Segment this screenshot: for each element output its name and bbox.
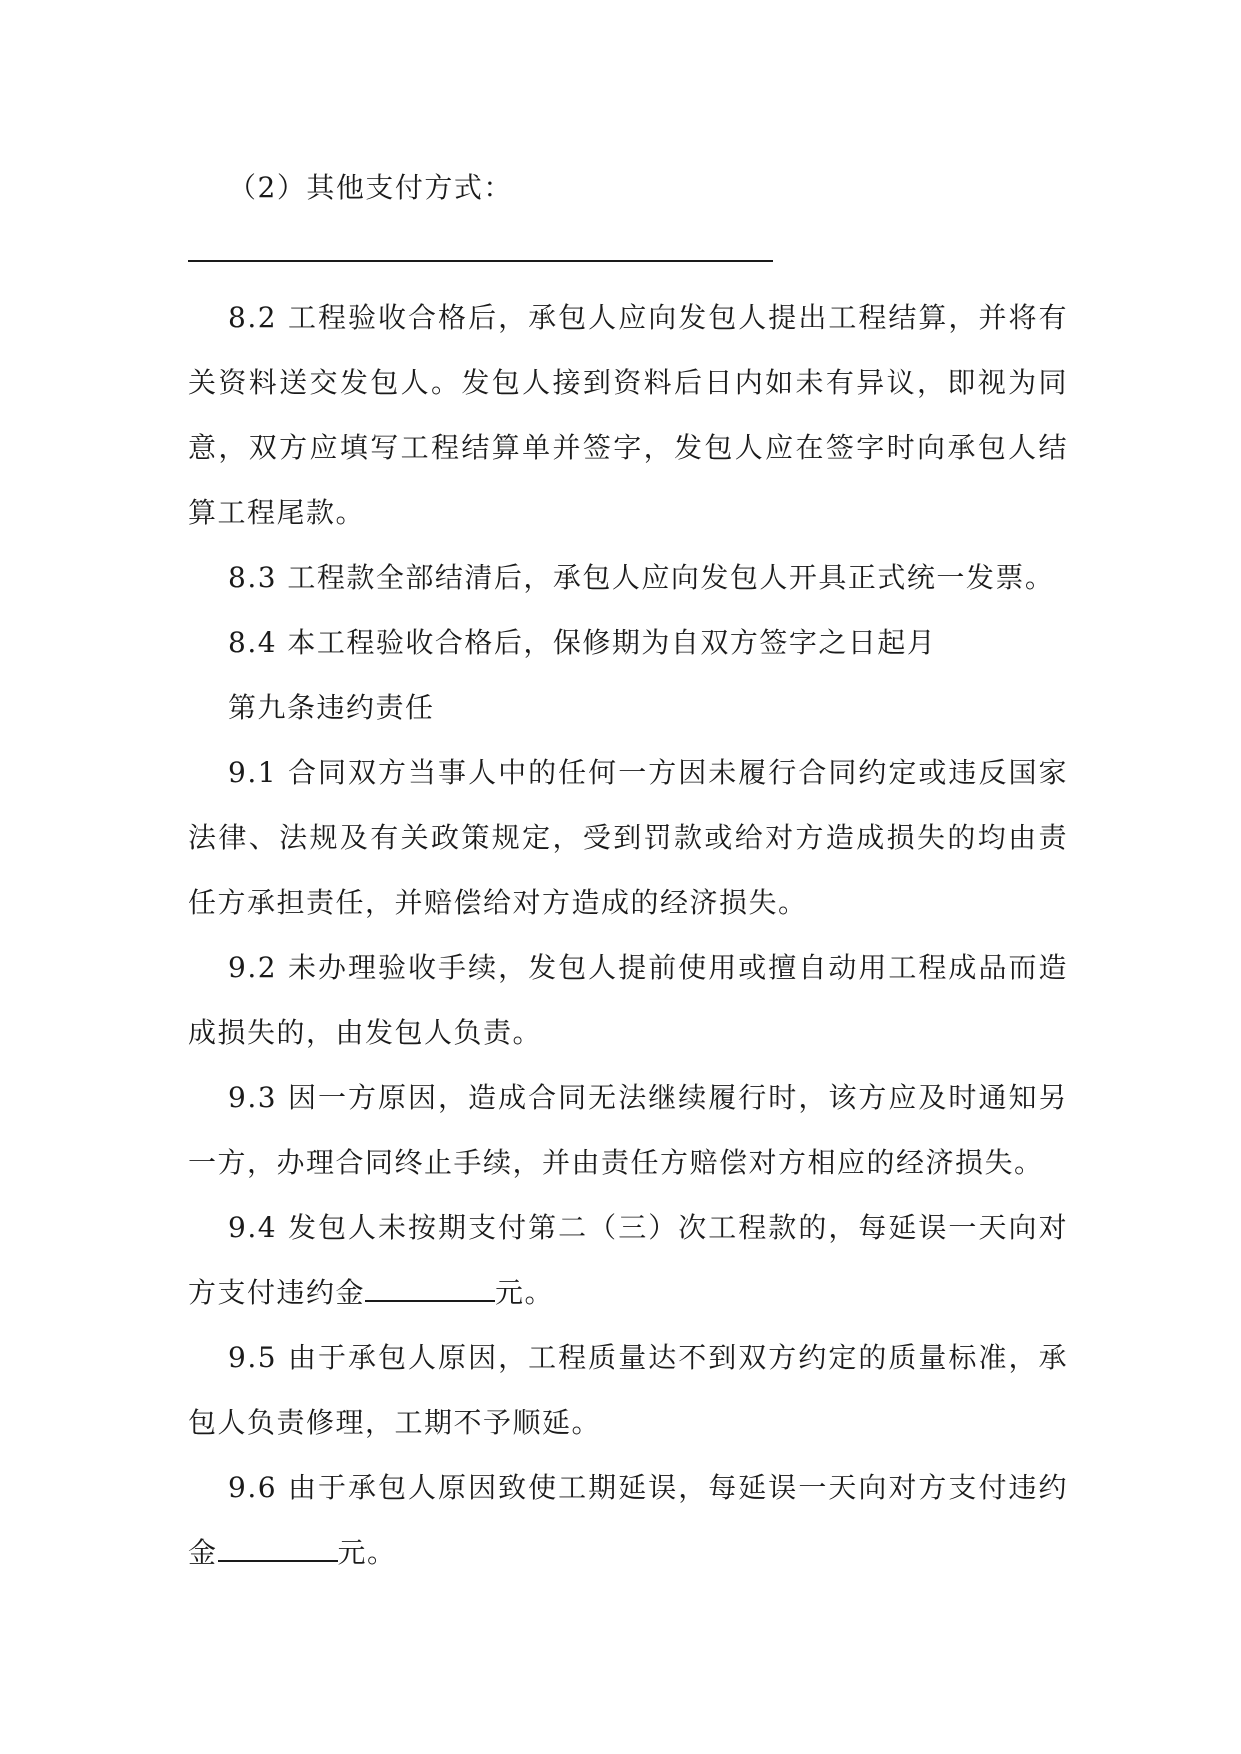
clause-9-5: 9.5 由于承包人原因，工程质量达不到双方约定的质量标准，承包人负责修理，工期不予顺延。 xyxy=(188,1341,1068,1439)
clause-9-6-text: 9.6 由于承包人原因致使工期延误，每延误一天向对方支付违约金 xyxy=(188,1471,1068,1569)
clause-8-2: 8.2 工程验收合格后，承包人应向发包人提出工程结算，并将有关资料送交发包人。发包人接到资料后日内如未有异议，即视为同意，双方应填写工程结算单并签字，发包人应在签字时向承包人结算工程尾款。 xyxy=(188,301,1068,529)
penalty-amount-blank xyxy=(365,1276,495,1302)
clause-9-1: 9.1 合同双方当事人中的任何一方因未履行合同约定或违反国家法律、法规及有关政策规定，受到罚款或给对方造成损失的均由责任方承担责任，并赔偿给对方造成的经济损失。 xyxy=(188,756,1068,919)
clause-9-4 xyxy=(188,1195,1068,1325)
clause-9-3: 9.3 因一方原因，造成合同无法继续履行时，该方应及时通知另一方，办理合同终止手续，并由责任方赔偿对方相应的经济损失。 xyxy=(188,1081,1068,1179)
clause-9-6-unit: 元。 xyxy=(337,1536,397,1569)
clause-9-6 xyxy=(188,1455,1068,1585)
clause-8-3: 8.3 工程款全部结清后，承包人应向发包人开具正式统一发票。 xyxy=(228,561,1055,594)
article-9-heading: 第九条违约责任 xyxy=(228,691,435,724)
document-body xyxy=(188,155,1068,1585)
clause-9-2: 9.2 未办理验收手续，发包人提前使用或擅自动用工程成品而造成损失的，由发包人负责。 xyxy=(188,951,1068,1049)
clause-9-4-text: 9.4 发包人未按期支付第二（三）次工程款的，每延误一天向对方支付违约金 xyxy=(188,1211,1068,1309)
delay-penalty-blank xyxy=(218,1536,338,1562)
payment-method-line: （2）其他支付方式： xyxy=(228,171,513,204)
clause-9-4-unit: 元。 xyxy=(495,1276,555,1309)
blank-underline xyxy=(188,260,773,262)
clause-8-4: 8.4 本工程验收合格后，保修期为自双方签字之日起月 xyxy=(228,626,937,659)
fill-in-line xyxy=(188,220,1068,285)
